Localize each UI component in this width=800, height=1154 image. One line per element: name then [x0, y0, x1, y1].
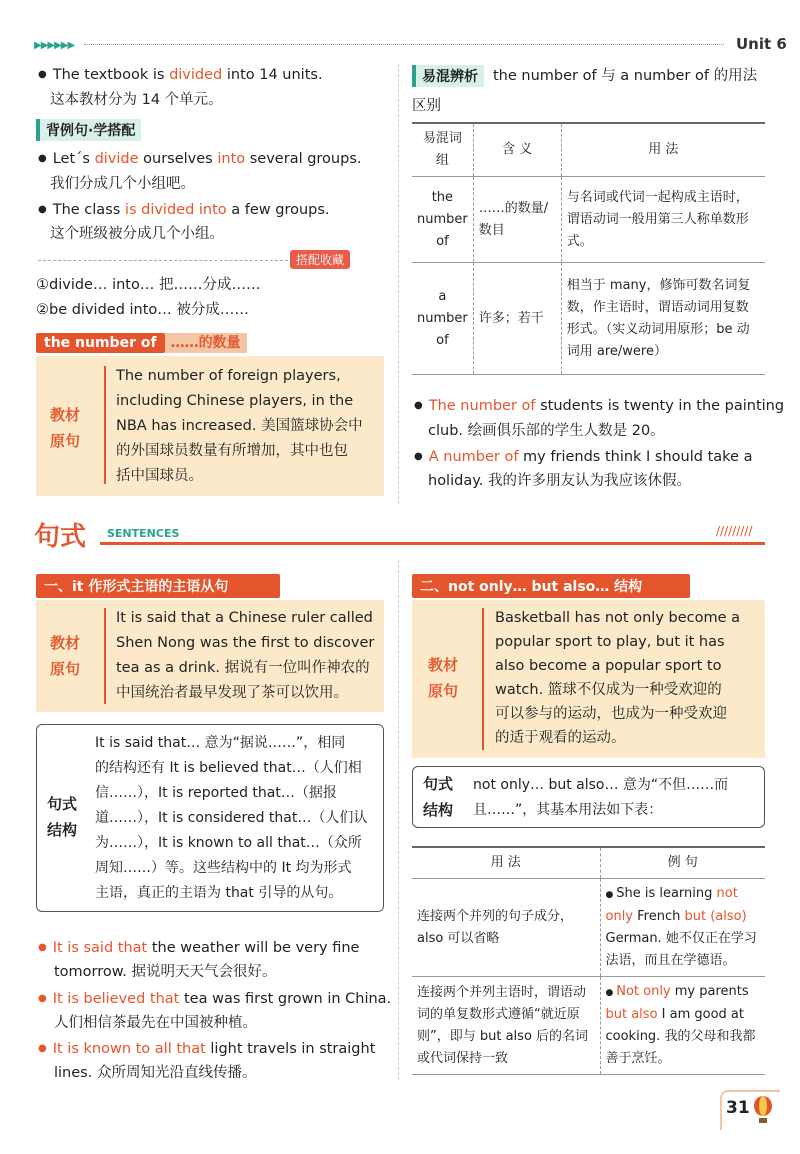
example-it-is-believed: ● It is believed that tea was first grown in China. — [38, 986, 391, 1012]
it-said-structure-box — [36, 724, 384, 912]
table-header: 用 法 — [412, 847, 600, 879]
table-header-row — [412, 847, 765, 879]
example-label: 教材 原句 — [50, 634, 81, 678]
it-said-structure-text: It is said that… 意为“据说……”，相同 的结构还有 It is believed that…（人们相 信……），It is reported that…（据报 道……），It is considered that…（人们认 为……），It is known to all that…（众所 周知……）等。这些结构中的 It 均为形式 主语，真正的主语为 that 引导的从句。 — [95, 735, 368, 901]
not-only-structure-box — [412, 766, 765, 828]
example-is-divided: ● The class is divided into a few groups. — [38, 197, 330, 223]
example-divided-cn: 这本教材分为 14 个单元。 — [50, 92, 223, 108]
example-a-number-of-cont: holiday. 我的许多朋友认为我应该休假。 — [428, 473, 691, 489]
number-of-title: the number of ……的数量 — [36, 332, 247, 352]
not-only-sentence: Basketball has not only become a popular sport to play, but it has also become a popular sport to watch. 篮球不仅成为一种受欢迎的 可以参与的运动，也成为一种受欢迎 的适于观看的运动。 — [495, 610, 741, 746]
sentences-subtitle: SENTENCES — [107, 527, 180, 540]
column-divider — [398, 64, 399, 504]
example-divide-into: ● Let´s divide ourselves into several groups. — [38, 146, 362, 172]
example-marker — [104, 608, 106, 704]
example-divide-into-cn: 我们分成几个小组吧。 — [50, 176, 195, 192]
not-only-example-box — [412, 600, 765, 758]
table-cell: 与名词或代词一起构成主语时，谓语动词一般用第三人称单数形式。 — [561, 177, 765, 263]
it-said-title: 一、it 作形式主语的主语从句 — [36, 574, 280, 598]
example-marker — [104, 366, 106, 484]
example-divided: ● The textbook is divided into 14 units. — [38, 62, 323, 88]
example-it-is-said-cont: tomorrow. 据说明天天气会很好。 — [54, 964, 277, 980]
page-number: 31 — [726, 1098, 750, 1118]
table-cell: 许多；若干 — [473, 263, 561, 375]
table-header: 易混词组 — [412, 123, 473, 177]
example-it-is-believed-cont: 人们相信茶最先在中国被种植。 — [54, 1015, 257, 1031]
it-said-example-box — [36, 600, 384, 712]
table-cell: 相当于 many，修饰可数名词复数，作主语时，谓语动词用复数形式。（实义动词用原形；be 动词用 are/were） — [561, 263, 765, 375]
sentences-title: 句式 — [34, 522, 87, 552]
tag-confuse: 易混辨析 — [412, 65, 484, 87]
collect-divider — [38, 260, 288, 261]
table-cell: 连接两个并列的句子成分，also 可以省略 — [412, 879, 600, 977]
it-said-sentence: It is said that a Chinese ruler called Shen Nong was the first to discover tea as a drink. 据说有一位叫作神农的 中国统治者最早发现了茶可以饮用。 — [116, 610, 375, 701]
example-the-number-of-cont: club. 绘画俱乐部的学生人数是 20。 — [428, 423, 665, 439]
unit-label: Unit 6 — [736, 35, 787, 53]
example-a-number-of: ● A number of my friends think I should take a — [414, 444, 752, 470]
example-label: 教材 原句 — [50, 406, 81, 450]
table-cell: a number of — [412, 263, 473, 375]
table-row — [412, 977, 765, 1075]
structure-label: 句式 结构 — [47, 795, 78, 839]
table-cell: ● She is learning not only French but (also) German. 她不仅正在学习法语，而且在学德语。 — [600, 879, 765, 977]
header-arrows: ▶▶▶▶▶▶ — [34, 40, 75, 51]
sentences-bar — [100, 542, 765, 545]
confuse-title-cont: 区别 — [412, 98, 441, 114]
not-only-table — [412, 846, 765, 1075]
example-it-is-known-cont: lines. 众所周知光沿直线传播。 — [54, 1065, 257, 1081]
header-divider — [84, 44, 724, 45]
table-cell: ● Not only my parents but also I am good at cooking. 我的父母和我都善于烹饪。 — [600, 977, 765, 1075]
example-marker — [482, 608, 484, 750]
number-of-sentence: The number of foreign players, including Chinese players, in the NBA has increased. 美国篮球协会中 的外国球员数量有所增加，其中也包 括中国球员。 — [116, 368, 363, 484]
example-the-number-of: ● The number of students is twenty in the painting — [414, 393, 784, 419]
confuse-title: the number of 与 a number of 的用法 — [493, 68, 758, 84]
collocation-2: ②be divided into… 被分成…… — [36, 302, 249, 318]
table-cell: the number of — [412, 177, 473, 263]
table-row — [412, 879, 765, 977]
number-of-example-box — [36, 356, 384, 496]
example-is-divided-cn: 这个班级被分成几个小组。 — [50, 226, 224, 242]
not-only-structure-text: not only… but also… 意为“不但……而 且……”，其基本用法如下表： — [473, 777, 729, 818]
example-it-is-said: ● It is said that the weather will be very fine — [38, 935, 359, 961]
table-header: 用 法 — [561, 123, 765, 177]
structure-label: 句式 结构 — [423, 775, 454, 819]
table-header-row — [412, 123, 765, 177]
table-row — [412, 177, 765, 263]
example-label: 教材 原句 — [428, 656, 459, 700]
table-cell: 连接两个并列主语时，谓语动词的单复数形式遵循“就近原则”，即与 but also 后的名词或代词保持一致 — [412, 977, 600, 1075]
balloon-icon — [752, 1096, 774, 1128]
column-divider-bottom — [398, 560, 399, 1080]
example-it-is-known: ● It is known to all that light travels in straight — [38, 1036, 375, 1062]
confuse-table — [412, 122, 765, 375]
table-header: 例 句 — [600, 847, 765, 879]
table-cell: ……的数量/数目 — [473, 177, 561, 263]
not-only-title: 二、not only… but also… 结构 — [412, 574, 690, 598]
table-header: 含 义 — [473, 123, 561, 177]
table-row — [412, 263, 765, 375]
sentences-slashes: ///////// — [716, 524, 753, 538]
collect-badge: 搭配收藏 — [290, 250, 350, 269]
tag-collocation: 背例句·学搭配 — [36, 119, 141, 141]
collocation-1: ①divide… into… 把……分成…… — [36, 277, 261, 293]
